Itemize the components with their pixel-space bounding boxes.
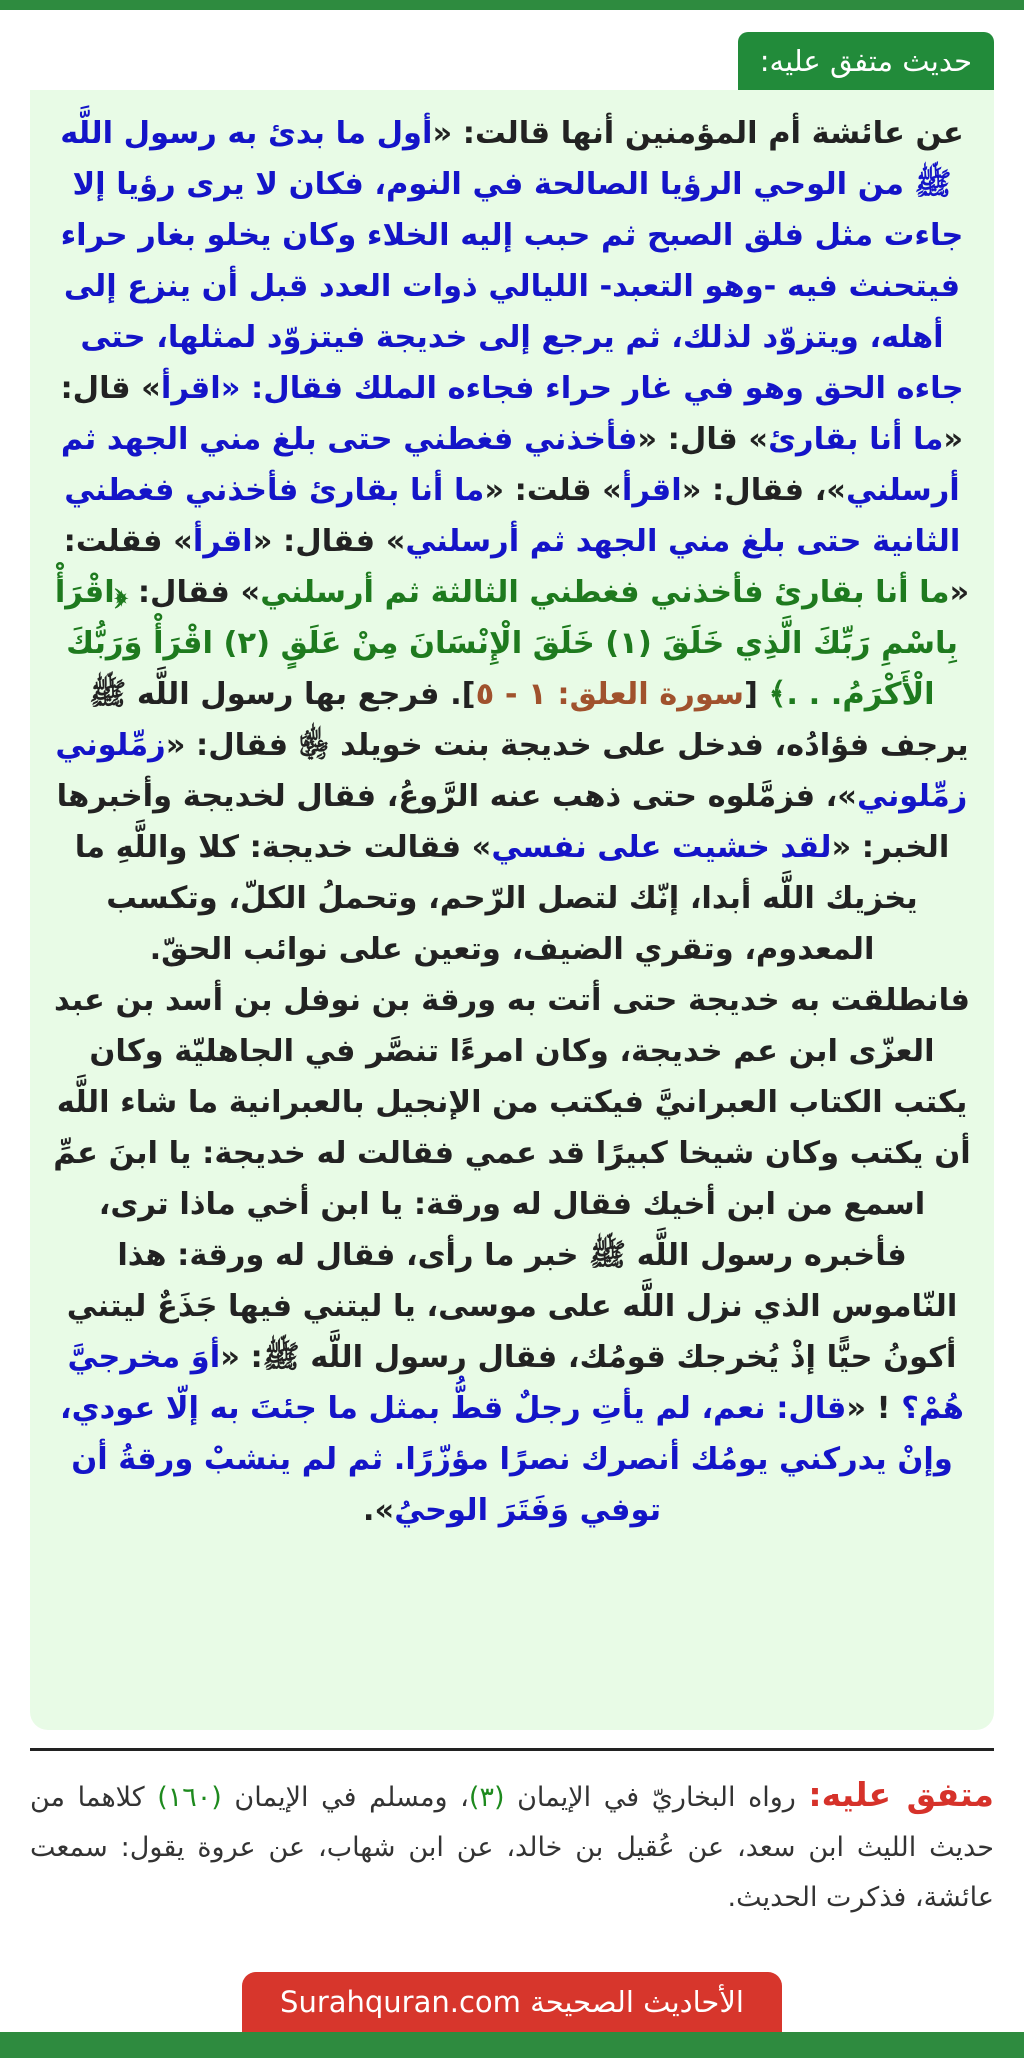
- narration-text: ».: [362, 1493, 395, 1528]
- source-citation: [30, 1770, 994, 1923]
- prophet-speech: أوَ مخرجيَّ هُمْ؟: [67, 1340, 964, 1426]
- prophet-speech: لقد خشيت على نفسي: [491, 830, 832, 865]
- narration-text: » فقال: «: [252, 524, 406, 559]
- narration-text: » قال: «: [637, 422, 769, 457]
- source-text: رواه البخاريّ في الإيمان: [504, 1782, 809, 1813]
- hadith-box: [30, 90, 994, 1730]
- section-divider: [30, 1748, 994, 1751]
- prophet-speech: أول ما بدئ به رسول اللَّه ﷺ من الوحي الرؤيا الصالحة في النوم، فكان لا يرى رؤيا إلا جاءت مثل فلق الصبح ثم حبب إليه الخلاء وكان يخلو بغار حراء فيتحنث فيه -وهو التعبد- الليالي ذوات العدد قبل أن ينزع إلى أهله، ويتزوّد لذلك، ثم يرجع إلى خديجة فيتزوّد لمثلها، حتى جاءه الحق وهو في غار حراء فجاءه الملك فقال: «: [60, 116, 964, 406]
- source-text: كلاهما من حديث الليث ابن سعد، عن عُقيل بن خالد، عن ابن شهاب، عن عروة يقول: سمعت عائشة، فذكرت الحديث.: [30, 1782, 994, 1913]
- narration-text: » قال: «: [60, 371, 964, 457]
- prophet-speech: ما أنا بقارئ: [768, 422, 944, 457]
- quran-verse: ﴿اقْرَأْ بِاسْمِ رَبِّكَ الَّذِي خَلَقَ (١) خَلَقَ الْإِنْسَانَ مِنْ عَلَقٍ (٢) اقْرَأْ وَرَبُّكَ الْأَكْرَمُ. . .﴾: [54, 575, 958, 712]
- hadith-intro: عن عائشة أم المؤمنين أنها قالت: «: [432, 116, 964, 151]
- narration-text: » فقلت: «: [63, 524, 970, 610]
- source-lead: متفق عليه:: [808, 1775, 994, 1814]
- narration-text: »، فزمَّلوه حتى ذهب عنه الرَّوعُ، فقال لخديجة وأخبرها الخبر: «: [56, 779, 950, 865]
- hadith-type-tag: حديث متفق عليه:: [738, 32, 994, 90]
- narration-text: »، فقال: «: [681, 473, 846, 508]
- prophet-speech: ما أنا بقارئ فأخذني فغطني الثالثة ثم أرسلني: [260, 575, 950, 610]
- narration-text: ! «: [846, 1391, 902, 1426]
- prophet-speech: فأخذني فغطني حتى بلغ مني الجهد ثم أرسلني: [60, 422, 960, 508]
- narration-text: ]. فرجع بها رسول اللَّه ﷺ يرجف فؤادُه، فدخل على خديجة بنت خويلد ﵂ فقال: «: [89, 677, 969, 763]
- prophet-speech: زمِّلوني زمِّلوني: [55, 728, 968, 814]
- narration-text: » قلت: «: [484, 473, 622, 508]
- waraqa-speech: قال: نعم، لم يأتِ رجلٌ قطُّ بمثل ما جئتَ به إلّا عودي، وإنْ يدركني يومُك أنصرك نصرًا مؤزّرًا. ثم لم ينشبْ ورقةُ أن توفي وَفَتَرَ الوحيُ: [60, 1391, 953, 1528]
- source-text: ، ومسلم في الإيمان: [221, 1782, 469, 1813]
- narration-text: » فقال:: [127, 575, 261, 610]
- angel-speech: اقرأ: [621, 473, 682, 508]
- narration-text: فانطلقت به خديجة حتى أتت به ورقة بن نوفل بن أسد بن عبد العزّى ابن عم خديجة، وكان امرءًا تنصَّر في الجاهليّة وكان يكتب الكتاب العبرانيَّ فيكتب من الإنجيل بالعبرانية ما شاء اللَّه أن يكتب وكان شيخا كبيرًا قد عمي فقالت له خديجة: يا ابنَ عمِّ اسمع من ابن أخيك فقال له ورقة: يا ابن أخي ماذا ترى، فأخبره رسول اللَّه ﷺ خبر ما رأى، فقال له ورقة: هذا النّاموس الذي نزل اللَّه على موسى، يا ليتني فيها جَذَعٌ ليتني أكونُ حيًّا إذْ يُخرجك قومُك، فقال رسول اللَّه ﷺ: «: [53, 983, 971, 1375]
- site-label[interactable]: الأحاديث الصحيحة Surahquran.com: [242, 1972, 782, 2032]
- prophet-speech: ما أنا بقارئ فأخذني فغطني الثانية حتى بلغ مني الجهد ثم أرسلني: [64, 473, 961, 559]
- top-accent-bar: [0, 0, 1024, 10]
- surah-reference: سورة العلق: ١ - ٥: [475, 677, 744, 712]
- angel-speech: اقرأ: [160, 371, 221, 406]
- angel-speech: اقرأ: [192, 524, 253, 559]
- muslim-number: (١٦٠): [157, 1782, 222, 1813]
- bottom-accent-bar: [0, 2032, 1024, 2058]
- ref-bracket: [: [743, 677, 769, 712]
- narration-text: » فقالت خديجة: كلا واللَّهِ ما يخزيك اللَّه أبدا، إنّك لتصل الرّحم، وتحملُ الكلّ، وتكسب المعدوم، وتقري الضيف، وتعين على نوائب الحقّ.: [74, 830, 918, 967]
- hadith-text: [50, 108, 974, 1536]
- bukhari-number: (٣): [468, 1782, 505, 1813]
